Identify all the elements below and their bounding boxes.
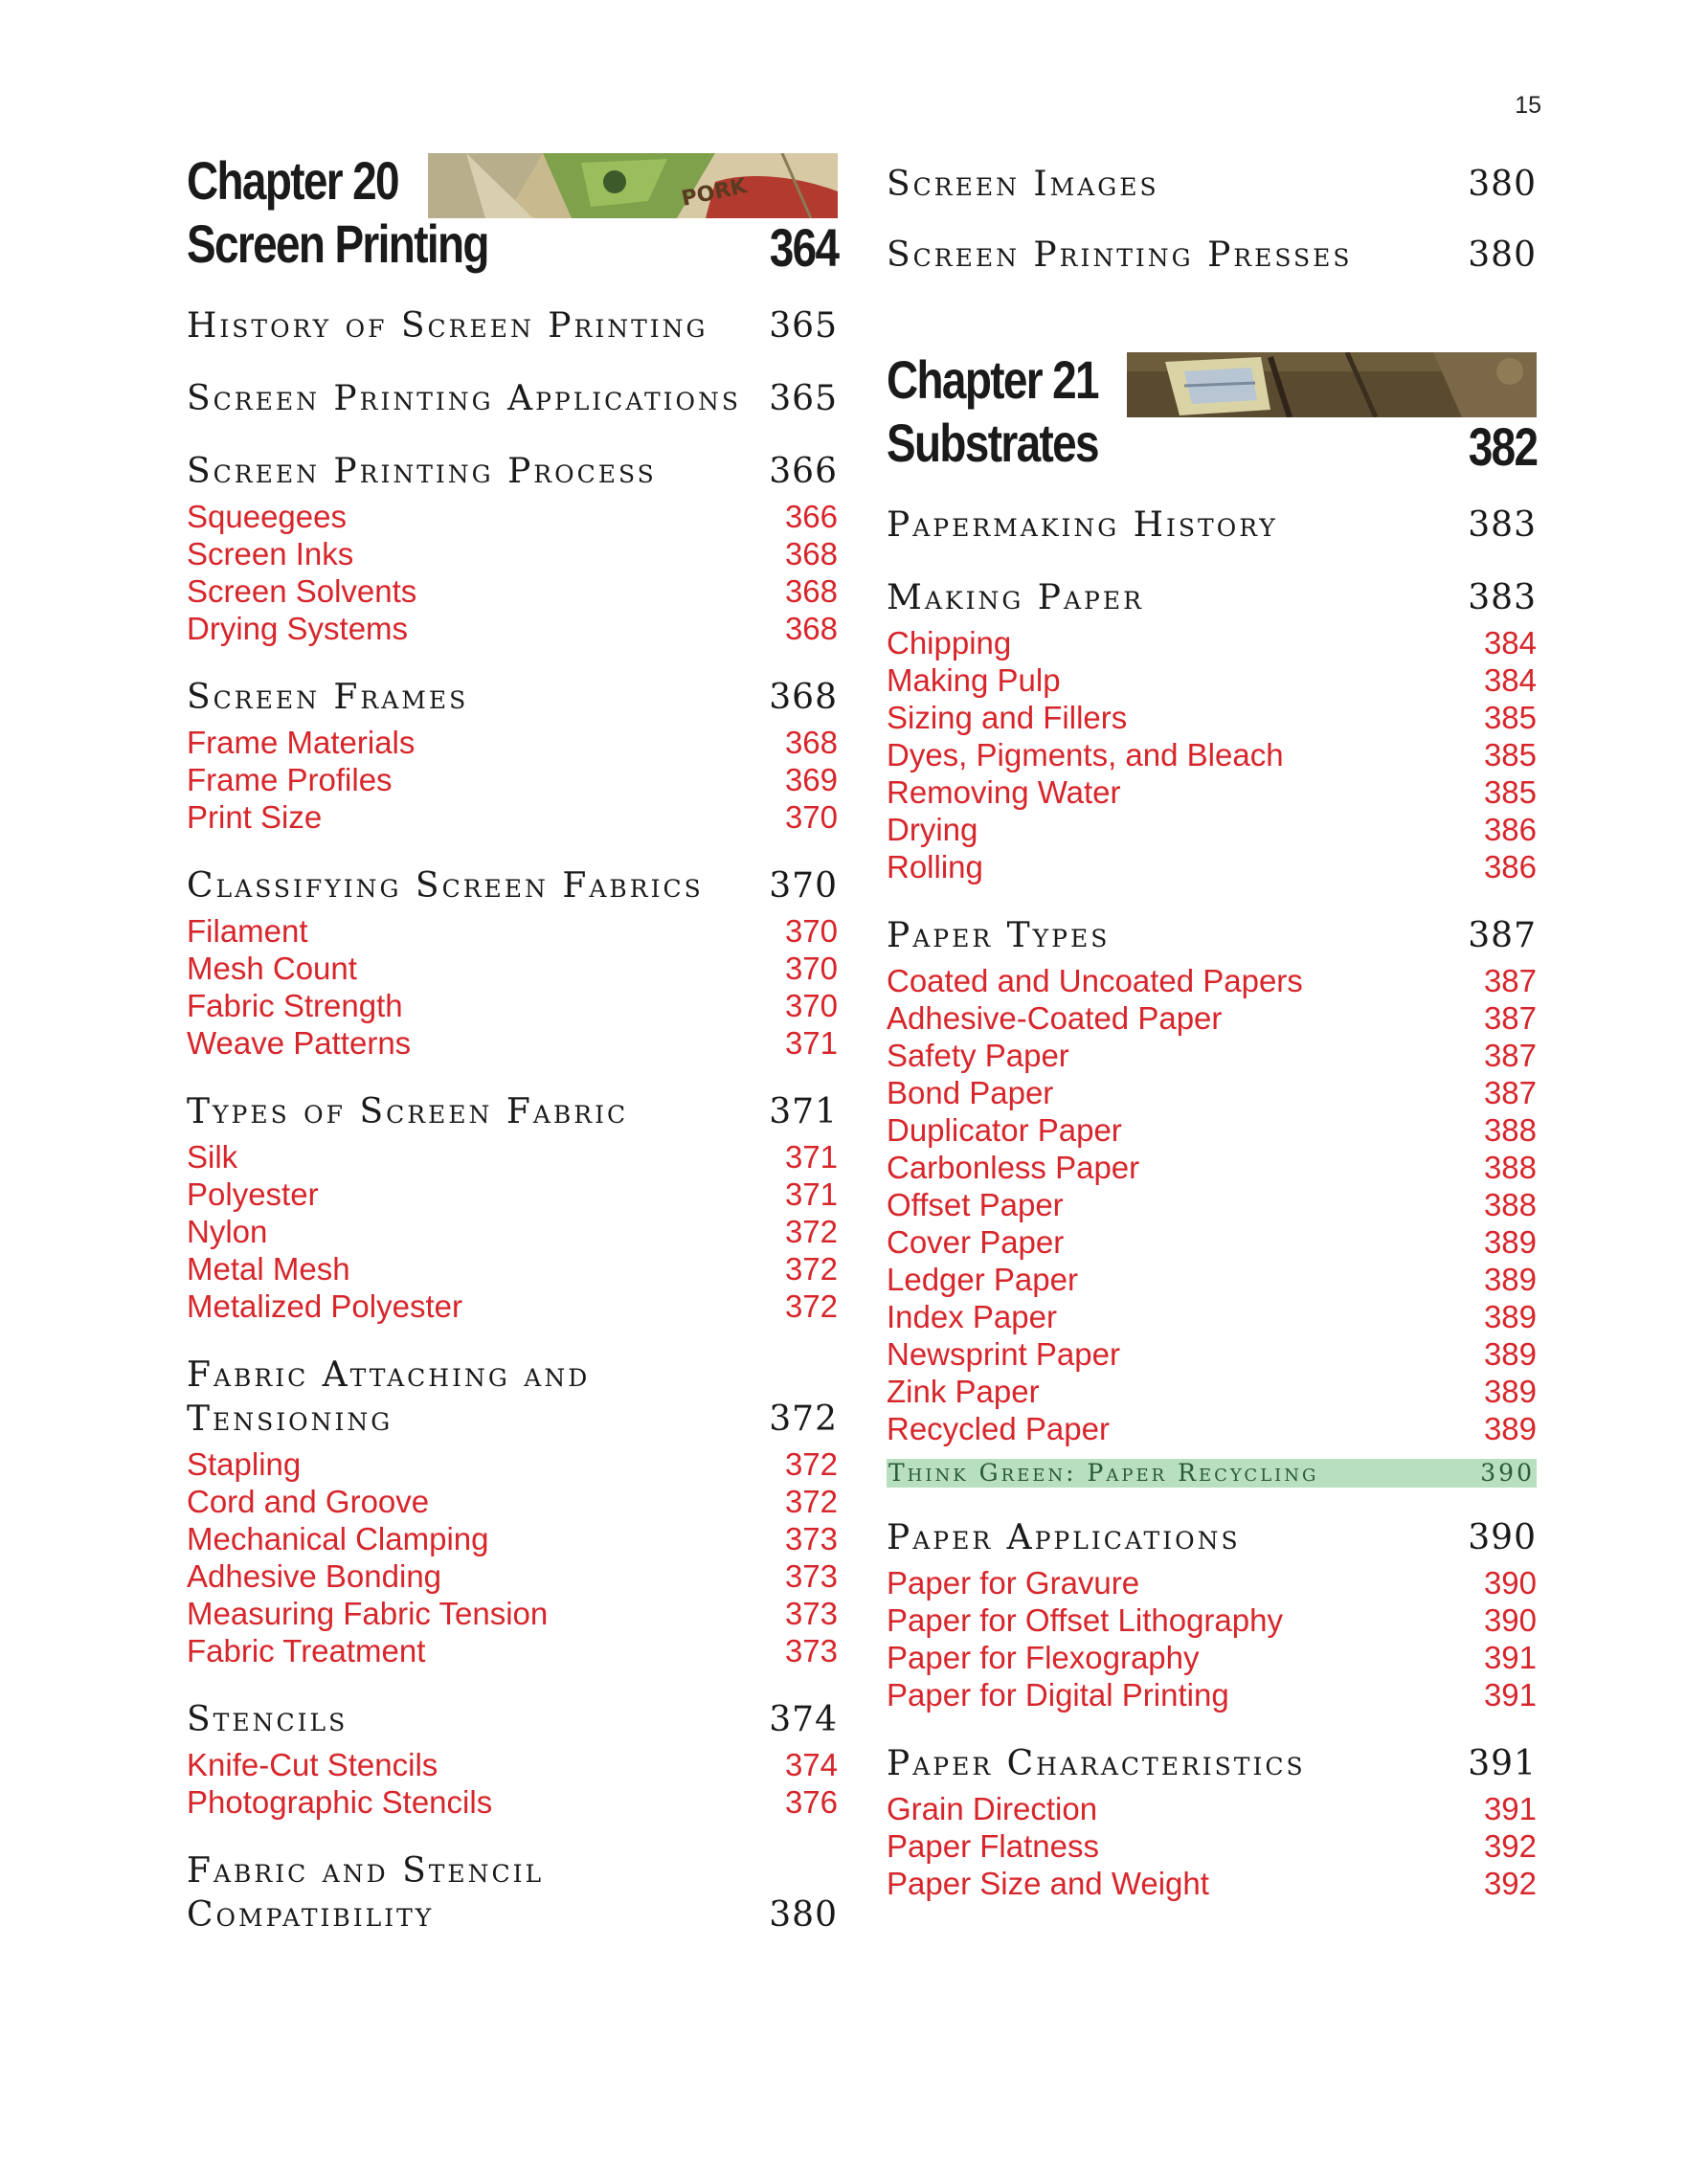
section-title: Paper Types	[887, 916, 1111, 955]
chapter-20-photo	[428, 153, 838, 218]
subentry-page: 385	[1483, 774, 1537, 810]
subentry-label: Grain Direction	[887, 1791, 1098, 1826]
subentry[interactable]	[887, 1335, 1537, 1373]
subentry[interactable]	[887, 811, 1537, 848]
subentry-page: 389	[1483, 1336, 1537, 1372]
section-heading[interactable]	[187, 1849, 838, 1937]
section-page: 368	[769, 678, 838, 717]
toc-section	[187, 450, 838, 647]
subentry-page: 371	[784, 1025, 838, 1061]
section-heading[interactable]	[887, 914, 1537, 958]
subentry-label: Removing Water	[887, 774, 1121, 810]
subentry[interactable]	[887, 999, 1537, 1037]
subentry-page: 373	[784, 1558, 838, 1594]
subentry-page: 387	[1483, 1000, 1537, 1036]
chapter-page: 382	[1468, 416, 1537, 477]
subentry-label: Measuring Fabric Tension	[187, 1596, 549, 1631]
subentry[interactable]	[887, 1298, 1537, 1335]
subentry-page: 389	[1483, 1299, 1537, 1334]
section-heading[interactable]	[187, 1354, 838, 1442]
subentry-page: 389	[1483, 1411, 1537, 1446]
subentry[interactable]	[887, 1074, 1537, 1111]
subentry[interactable]	[187, 535, 838, 572]
right-column	[887, 163, 1537, 1902]
section-page: 365	[769, 306, 838, 346]
subentry[interactable]	[887, 1676, 1537, 1713]
subentry-label: Drying	[887, 812, 978, 847]
section-title: Paper Applications	[887, 1518, 1241, 1557]
section-title: Screen Printing Process	[187, 452, 657, 491]
section-title: Fabric Attaching and Tensioning	[187, 1355, 591, 1439]
subentry-list	[187, 498, 838, 647]
subentry[interactable]	[187, 1024, 838, 1062]
section-title: Fabric and Stencil Compatibility	[187, 1851, 545, 1935]
subentry[interactable]	[187, 498, 838, 535]
subentry-page: 370	[784, 988, 838, 1023]
toc-section	[887, 576, 1537, 885]
subentry-list	[187, 1138, 838, 1325]
subentry[interactable]	[887, 1186, 1537, 1223]
subentry-page: 387	[1483, 1075, 1537, 1110]
subentry-page: 387	[1483, 963, 1537, 998]
subentry-label: Adhesive-Coated Paper	[887, 1000, 1223, 1036]
subentry-page: 385	[1483, 737, 1537, 773]
subentry-label: Stapling	[187, 1446, 302, 1482]
section-heading[interactable]	[187, 864, 838, 908]
left-section-list	[187, 304, 838, 1937]
think-green-feature	[887, 1459, 1537, 1488]
chapter-20-header	[187, 151, 838, 278]
section-heading[interactable]	[187, 377, 838, 421]
subentry-page: 372	[784, 1446, 838, 1482]
subentry[interactable]	[887, 1223, 1537, 1261]
subentry-list	[887, 624, 1537, 885]
subentry-label: Safety Paper	[887, 1038, 1069, 1073]
subentry-label: Making Pulp	[887, 662, 1061, 698]
subentry-label: Polyester	[187, 1176, 319, 1212]
subentry-page: 387	[1483, 1038, 1537, 1073]
subentry-list	[887, 962, 1537, 1447]
subentry-label: Nylon	[187, 1214, 268, 1249]
section-title: Screen Printing Applications	[187, 379, 742, 418]
subentry-label: Duplicator Paper	[887, 1112, 1122, 1148]
subentry-page: 388	[1483, 1187, 1537, 1222]
subentry[interactable]	[887, 1865, 1537, 1902]
section-title: Screen Images	[887, 165, 1159, 204]
subentry-page: 391	[1483, 1791, 1537, 1826]
section-page: 372	[769, 1399, 838, 1439]
subentry-page: 389	[1483, 1224, 1537, 1260]
subentry[interactable]	[887, 1037, 1537, 1074]
subentry-label: Recycled Paper	[887, 1411, 1110, 1446]
subentry-label: Adhesive Bonding	[187, 1558, 442, 1594]
section-heading[interactable]	[887, 576, 1537, 620]
subentry-page: 384	[1483, 662, 1537, 698]
right-section-list-after	[887, 1516, 1537, 1902]
subentry-label: Paper for Flexography	[887, 1640, 1200, 1675]
subentry[interactable]	[187, 1783, 838, 1821]
subentry[interactable]	[887, 1410, 1537, 1447]
subentry[interactable]	[887, 848, 1537, 885]
toc-section	[187, 1090, 838, 1325]
toc-section	[887, 1742, 1537, 1902]
section-page: 383	[1468, 578, 1537, 617]
toc-section	[187, 1354, 838, 1669]
section-page: 380	[1468, 165, 1537, 204]
subentry-page: 368	[784, 725, 838, 760]
subentry[interactable]	[887, 1601, 1537, 1639]
subentry-label: Paper Size and Weight	[887, 1866, 1209, 1901]
svg-text:PORK: PORK	[679, 174, 750, 212]
subentry[interactable]	[187, 1213, 838, 1250]
subentry-label: Carbonless Paper	[887, 1150, 1140, 1185]
subentry-list	[887, 1790, 1537, 1902]
toc-section	[887, 234, 1537, 278]
subentry-page: 391	[1483, 1677, 1537, 1713]
subentry-label: Screen Inks	[187, 536, 354, 571]
subentry-page: 392	[1483, 1828, 1537, 1864]
section-title: Making Paper	[887, 578, 1144, 617]
subentry-label: Zink Paper	[887, 1374, 1040, 1409]
subentry[interactable]	[887, 773, 1537, 811]
subentry[interactable]	[187, 1557, 838, 1595]
subentry-page: 374	[784, 1747, 838, 1782]
subentry-page: 373	[784, 1596, 838, 1631]
subentry-page: 368	[784, 536, 838, 571]
section-heading[interactable]	[887, 1742, 1537, 1786]
subentry[interactable]	[187, 1288, 838, 1325]
subentry[interactable]	[187, 1746, 838, 1783]
chapter-number: Chapter 21	[887, 349, 1098, 410]
subentry-page: 384	[1483, 625, 1537, 661]
subentry-label: Chipping	[887, 625, 1012, 661]
subentry-list	[187, 724, 838, 836]
subentry[interactable]	[187, 1520, 838, 1557]
subentry-label: Knife-Cut Stencils	[187, 1747, 438, 1782]
subentry-label: Fabric Strength	[187, 988, 403, 1023]
subentry-page: 370	[784, 951, 838, 986]
section-title: Types of Screen Fabric	[187, 1092, 629, 1131]
section-title: Screen Frames	[187, 678, 469, 717]
toc-section	[187, 304, 838, 348]
toc-section	[887, 1516, 1537, 1713]
section-title: History of Screen Printing	[187, 306, 708, 346]
subentry-label: Frame Profiles	[187, 762, 393, 797]
subentry-page: 392	[1483, 1866, 1537, 1901]
subentry-page: 390	[1483, 1602, 1537, 1638]
subentry[interactable]	[187, 724, 838, 761]
toc-section	[187, 1849, 838, 1937]
section-page: 365	[769, 379, 838, 418]
subentry-label: Drying Systems	[187, 611, 409, 646]
section-page: 370	[769, 866, 838, 906]
section-page: 371	[769, 1092, 838, 1131]
subentry-page: 390	[1483, 1565, 1537, 1601]
section-page: 387	[1468, 916, 1537, 955]
chapter-title: Substrates	[887, 413, 1098, 473]
subentry[interactable]	[887, 1373, 1537, 1410]
subentry-page: 366	[784, 499, 838, 534]
subentry-page: 388	[1483, 1112, 1537, 1148]
section-title: Screen Printing Presses	[887, 235, 1353, 275]
subentry[interactable]	[887, 1827, 1537, 1865]
chapter-21-header	[887, 350, 1537, 477]
section-heading[interactable]	[187, 1698, 838, 1742]
subentry[interactable]	[187, 912, 838, 950]
subentry-page: 372	[784, 1214, 838, 1249]
subentry[interactable]	[187, 950, 838, 987]
chapter-page: 364	[769, 217, 838, 278]
subentry[interactable]	[187, 1632, 838, 1669]
page-number: 15	[1515, 92, 1541, 119]
subentry-page: 373	[784, 1633, 838, 1668]
subentry[interactable]	[887, 699, 1537, 736]
subentry-label: Offset Paper	[887, 1187, 1064, 1222]
subentry-label: Photographic Stencils	[187, 1784, 493, 1820]
subentry-page: 388	[1483, 1150, 1537, 1185]
subentry-page: 368	[784, 573, 838, 609]
subentry-page: 371	[784, 1176, 838, 1212]
subentry-page: 389	[1483, 1262, 1537, 1297]
toc-section	[187, 1698, 838, 1821]
subentry-label: Paper for Digital Printing	[887, 1677, 1229, 1713]
subentry-page: 386	[1483, 849, 1537, 884]
right-top-section-list	[887, 163, 1537, 278]
subentry-label: Frame Materials	[187, 725, 416, 760]
subentry-label: Newsprint Paper	[887, 1336, 1120, 1372]
subentry-label: Dyes, Pigments, and Bleach	[887, 737, 1284, 773]
subentry-label: Weave Patterns	[187, 1025, 412, 1061]
subentry-page: 371	[784, 1139, 838, 1175]
subentry-page: 385	[1483, 700, 1537, 735]
section-page: 391	[1468, 1744, 1537, 1783]
subentry-page: 370	[784, 799, 838, 835]
subentry-page: 373	[784, 1521, 838, 1556]
subentry-label: Sizing and Fillers	[887, 700, 1128, 735]
subentry-label: Filament	[187, 913, 308, 949]
toc-section	[887, 914, 1537, 1447]
subentry[interactable]	[187, 1445, 838, 1483]
subentry[interactable]	[887, 1111, 1537, 1149]
subentry-page: 372	[784, 1288, 838, 1324]
feature-title: Think Green: Paper Recycling	[888, 1459, 1319, 1487]
subentry-label: Silk	[187, 1139, 238, 1175]
subentry-list	[187, 912, 838, 1062]
subentry[interactable]	[187, 1250, 838, 1288]
section-page: 374	[769, 1700, 838, 1739]
subentry[interactable]	[187, 610, 838, 647]
chapter-21-photo	[1127, 352, 1537, 417]
subentry-label: Ledger Paper	[887, 1262, 1078, 1297]
subentry-label: Mechanical Clamping	[187, 1521, 489, 1556]
section-page: 390	[1468, 1518, 1537, 1557]
subentry[interactable]	[887, 1564, 1537, 1601]
section-heading[interactable]	[187, 1090, 838, 1134]
chapter-number: Chapter 20	[187, 150, 398, 211]
subentry-label: Cord and Groove	[187, 1484, 430, 1519]
subentry-page: 372	[784, 1251, 838, 1287]
subentry-label: Index Paper	[887, 1299, 1057, 1334]
section-heading[interactable]	[187, 450, 838, 494]
toc-section	[187, 676, 838, 836]
section-title: Papermaking History	[887, 505, 1278, 545]
subentry-page: 372	[784, 1484, 838, 1519]
subentry-list	[887, 1564, 1537, 1713]
section-title: Stencils	[187, 1700, 348, 1739]
subentry-page: 368	[784, 611, 838, 646]
subentry-page: 391	[1483, 1640, 1537, 1675]
subentry[interactable]	[887, 736, 1537, 773]
subentry[interactable]	[187, 761, 838, 798]
subentry-page: 369	[784, 762, 838, 797]
toc-section	[887, 504, 1537, 548]
subentry[interactable]	[887, 624, 1537, 661]
subentry-label: Rolling	[887, 849, 983, 884]
subentry-label: Screen Solvents	[187, 573, 417, 609]
subentry[interactable]	[887, 1639, 1537, 1676]
subentry-label: Mesh Count	[187, 951, 357, 986]
toc-section	[187, 377, 838, 421]
subentry-label: Fabric Treatment	[187, 1633, 426, 1668]
section-heading[interactable]	[887, 234, 1537, 278]
subentry-label: Bond Paper	[887, 1075, 1054, 1110]
subentry-label: Print Size	[187, 799, 323, 835]
section-page: 380	[1468, 235, 1537, 275]
subentry[interactable]	[187, 1138, 838, 1176]
section-page: 383	[1468, 505, 1537, 545]
right-section-list	[887, 504, 1537, 1447]
toc-section	[887, 163, 1537, 207]
section-page: 366	[769, 452, 838, 491]
subentry[interactable]	[887, 661, 1537, 699]
section-heading[interactable]	[887, 163, 1537, 207]
subentry[interactable]	[187, 798, 838, 836]
section-title: Paper Characteristics	[887, 1744, 1306, 1783]
subentry-label: Metalized Polyester	[187, 1288, 462, 1324]
subentry[interactable]	[187, 1595, 838, 1632]
subentry-page: 389	[1483, 1374, 1537, 1409]
subentry[interactable]	[187, 1483, 838, 1520]
section-heading[interactable]	[887, 504, 1537, 548]
section-heading[interactable]	[887, 1516, 1537, 1560]
section-heading[interactable]	[187, 676, 838, 720]
subentry[interactable]	[187, 1176, 838, 1213]
subentry-page: 370	[784, 913, 838, 949]
subentry-label: Paper Flatness	[887, 1828, 1099, 1864]
subentry-label: Metal Mesh	[187, 1251, 350, 1287]
subentry-label: Cover Paper	[887, 1224, 1065, 1260]
section-page: 380	[769, 1895, 838, 1935]
subentry-list	[187, 1445, 838, 1669]
subentry-page: 376	[784, 1784, 838, 1820]
subentry-page: 386	[1483, 812, 1537, 847]
subentry-label: Squeegees	[187, 499, 347, 534]
subentry-label: Paper for Offset Lithography	[887, 1602, 1283, 1638]
subentry-label: Coated and Uncoated Papers	[887, 963, 1303, 998]
subentry[interactable]	[887, 1790, 1537, 1827]
left-column	[187, 151, 838, 1937]
subentry[interactable]	[887, 962, 1537, 999]
subentry[interactable]	[187, 572, 838, 610]
subentry[interactable]	[887, 1149, 1537, 1186]
chapter-title: Screen Printing	[187, 213, 488, 274]
subentry-list	[187, 1746, 838, 1821]
subentry[interactable]	[887, 1261, 1537, 1298]
feature-page: 390	[1480, 1459, 1535, 1487]
toc-section	[187, 864, 838, 1062]
subentry-label: Paper for Gravure	[887, 1565, 1140, 1601]
section-title: Classifying Screen Fabrics	[187, 866, 704, 906]
section-heading[interactable]	[187, 304, 838, 348]
subentry[interactable]	[187, 987, 838, 1024]
